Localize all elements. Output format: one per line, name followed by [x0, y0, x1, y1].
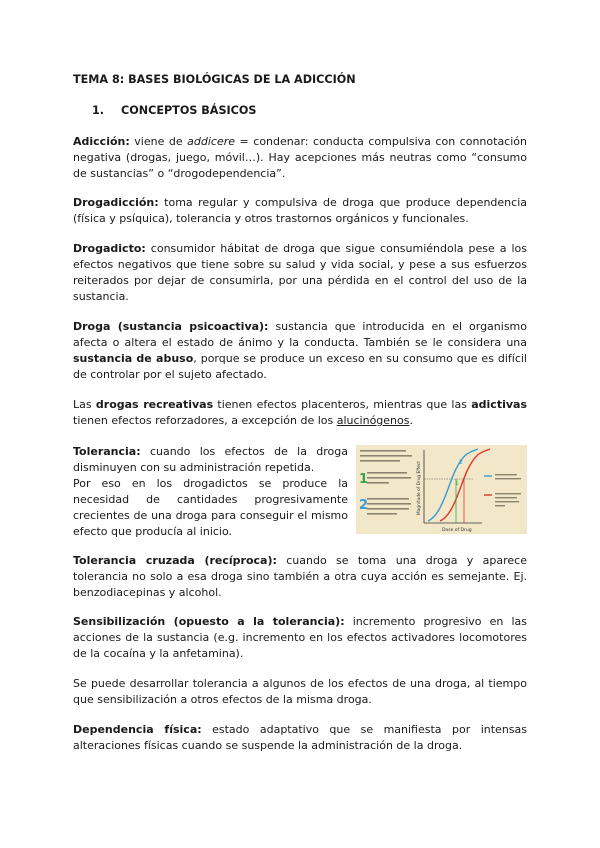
term-tolerancia-cruzada: Tolerancia cruzada (recíproca):: [73, 554, 277, 567]
page-title: TEMA 8: BASES BIOLÓGICAS DE LA ADICCIÓN: [73, 73, 356, 86]
figure-label-1-plot: 1: [455, 480, 459, 487]
paragraph-droga: [73, 319, 527, 383]
text-sensibilizacion: incremento progresivo en las acciones de la sustancia (e.g. incremento en los efectos activadores locomotores de la cocaína y la anfetamina).: [73, 615, 527, 660]
term-drogadiccion: Drogadicción:: [73, 196, 159, 209]
text-tolerancia-2: Por eso en los drogadictos se produce la necesidad de cantidades progresivamente crecientes de una droga para conseguir el mismo efecto que producía al inicio.: [73, 477, 348, 538]
text-dependencia: estado adaptativo que se manifiesta por intensas alteraciones físicas cuando se suspende la administración de la droga.: [73, 723, 527, 752]
figure-label-1-left: 1: [359, 472, 369, 487]
text-tolerancia-cruzada: cuando se toma una droga y aparece tolerancia no solo a esa droga sino también a otra cuya acción es semejante. Ej. benzodiacepinas y alcohol.: [73, 554, 527, 599]
tolerance-chart: [356, 445, 527, 534]
text-adiccion-1: viene de: [129, 135, 188, 148]
text-drogadiccion: toma regular y compulsiva de droga que produce dependencia (física y psíquica), tolerancia y otros trastornos orgánicos y funcionales.: [73, 196, 527, 225]
section-number: 1.: [92, 104, 105, 117]
text-adiccion-2: = condenar: conducta compulsiva con connotación negativa (drogas, juego, móvil…). Hay acepciones más neutras como “consumo de sustancias” o “drogodependencia”.: [73, 135, 527, 180]
latin-word: addicere: [187, 135, 236, 148]
paragraph-tolerancia-cruzada: [73, 553, 527, 601]
paragraph-sensibilizacion: [73, 614, 527, 662]
figure-xlabel: Dose of Drug: [442, 528, 472, 533]
text-droga-2: , porque se produce un exceso en su consumo que es difícil de controlar por el sujeto afectado.: [73, 352, 527, 381]
text-recreativas-2: tienen efectos placenteros, mientras que las: [213, 398, 472, 411]
term-adiccion: Adicción:: [73, 135, 130, 148]
paragraph-recreativas: [73, 397, 527, 429]
term-dependencia: Dependencia física:: [73, 723, 202, 736]
figure-label-2-left: 2: [359, 498, 369, 513]
term-droga: Droga (sustancia psicoactiva):: [73, 320, 269, 333]
paragraph-drogadicto: [73, 241, 527, 305]
figure-label-2-plot: 2: [459, 459, 463, 466]
tolerancia-definition: [73, 444, 348, 476]
text-droga-1: sustancia que introducida en el organismo afecta o altera el estado de ánimo y la conducta. También se le considera una: [73, 320, 528, 349]
text-drogadicto: consumidor hábitat de droga que sigue consumiéndola pese a los efectos negativos que tiene sobre su salud y vida social, y pese a sus esfuerzos reiterados por dejar de consumirla, por una pérdida en el control del uso de la sustancia.: [73, 242, 527, 303]
term-sensibilizacion: Sensibilización (opuesto a la tolerancia):: [73, 615, 345, 628]
paragraph-adiccion: [73, 134, 527, 182]
paragraph-dependencia: [73, 722, 527, 754]
term-drogas-recreativas: drogas recreativas: [95, 398, 214, 411]
term-drogadicto: Drogadicto:: [73, 242, 146, 255]
text-recreativas-4: .: [409, 414, 413, 427]
paragraph-drogadiccion: [73, 195, 527, 227]
link-alucinogenos[interactable]: alucinógenos: [336, 414, 410, 427]
paragraph-tolerancia-parcial: Se puede desarrollar tolerancia a algunos de los efectos de una droga, al tiempo que sensibilización a otros efectos de la misma droga.: [73, 677, 527, 706]
term-adictivas: adictivas: [471, 398, 527, 411]
figure-ylabel: Magnitude of Drug Effect: [417, 461, 422, 515]
section-heading: [92, 103, 546, 119]
term-tolerancia: Tolerancia:: [73, 445, 141, 458]
term-sustancia-abuso: sustancia de abuso: [73, 352, 194, 365]
tolerance-figure: [356, 445, 527, 534]
text-recreativas-1: Las: [73, 398, 96, 411]
text-recreativas-3: tienen efectos reforzadores, a excepción de los: [73, 414, 337, 427]
paragraph-tolerancia: [73, 444, 348, 540]
section-title: CONCEPTOS BÁSICOS: [121, 104, 257, 117]
text-tolerancia-1: cuando los efectos de la droga disminuyen con su administración repetida.: [73, 445, 348, 474]
